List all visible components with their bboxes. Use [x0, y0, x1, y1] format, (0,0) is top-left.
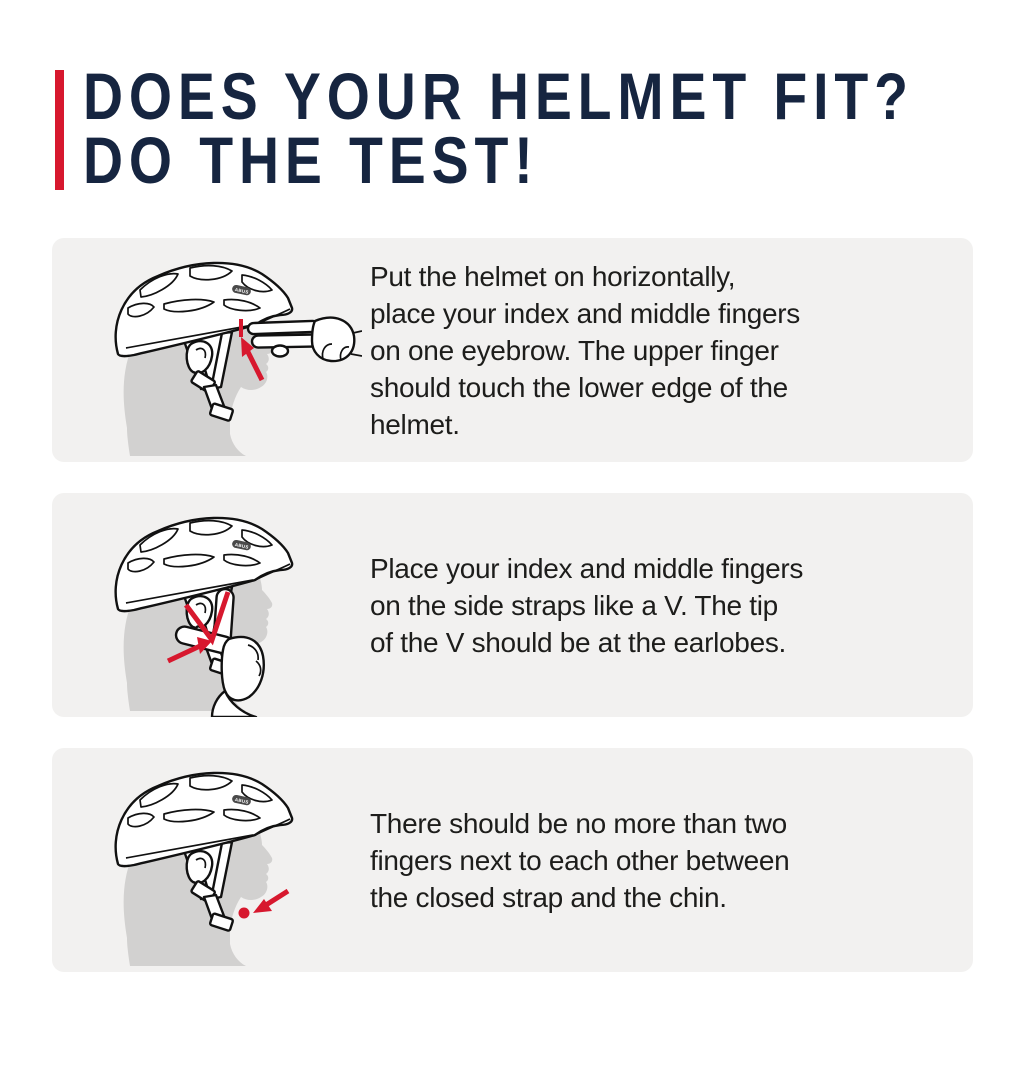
step-text-line: Place your index and middle fingers: [370, 552, 804, 584]
title-line-1: DOES YOUR HELMET FIT?: [83, 59, 914, 133]
step3-strap-chin-gap-illustration: [52, 748, 362, 972]
step-text-line: place your index and middle fingers: [370, 297, 800, 329]
step-text-line: of the V should be at the earlobes.: [370, 626, 787, 658]
step-panel-2: [52, 493, 973, 717]
step3-text: [370, 805, 950, 916]
step-text-line: on one eyebrow. The upper finger: [370, 334, 779, 366]
step-text-line: the closed strap and the chin.: [370, 881, 727, 913]
infographic-page: [0, 59, 1024, 1088]
step-text-line: There should be no more than two: [370, 807, 787, 839]
step-text-line: Put the helmet on horizontally,: [370, 260, 736, 292]
step-text-line: fingers next to each other between: [370, 844, 790, 876]
title-line-2: DO THE TEST!: [83, 123, 539, 197]
step2-text: [370, 550, 950, 661]
page-title: [83, 59, 914, 197]
step-panel-3: [52, 748, 973, 972]
header: [55, 59, 1024, 197]
step-text-line: should touch the lower edge of the: [370, 371, 788, 403]
step2-fingers-v-on-straps-illustration: [52, 493, 362, 717]
step-panel-1: [52, 238, 973, 462]
step1-helmet-fingers-on-eyebrow-illustration: [52, 238, 362, 462]
step-text-line: on the side straps like a V. The tip: [370, 589, 778, 621]
step1-text: [370, 258, 950, 443]
step-text-line: helmet.: [370, 408, 460, 440]
accent-bar: [55, 70, 64, 190]
